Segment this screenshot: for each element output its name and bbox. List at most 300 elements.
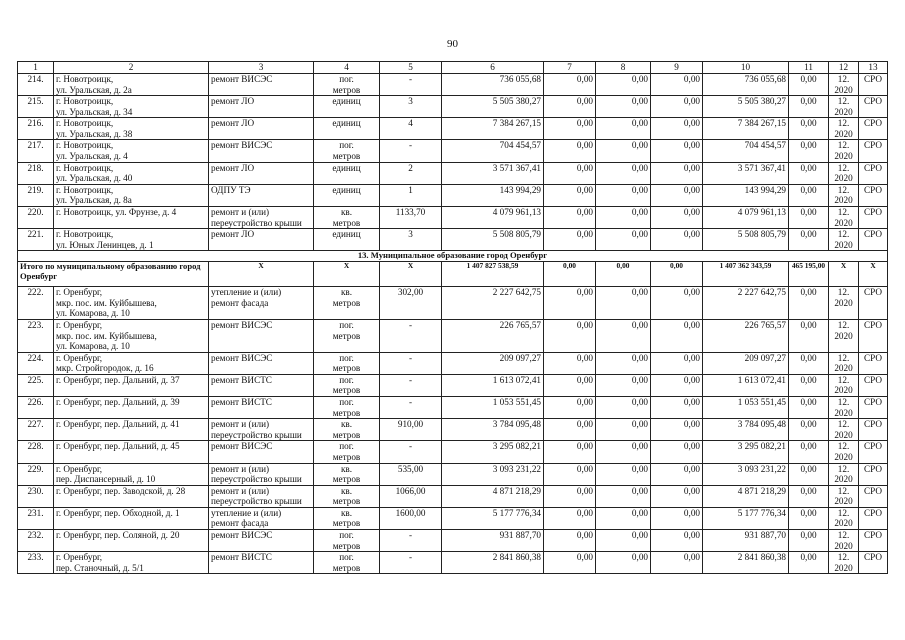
table-row — [18, 529, 888, 551]
address-cell: г. Новотроицк, ул. Юных Ленинцев, д. 1 — [54, 229, 209, 251]
quantity-cell: 1066,00 — [380, 485, 442, 507]
other-funds-cell: 0,00 — [789, 319, 829, 352]
column-number-row — [18, 62, 888, 74]
total-cell: Х — [209, 262, 314, 287]
row-number: 229. — [18, 463, 54, 485]
budget-cell: 0,00 — [596, 352, 651, 374]
other-funds-cell: 0,00 — [789, 552, 829, 574]
work-type-cell: ремонт ЛО — [209, 96, 314, 118]
quantity-cell: 302,00 — [380, 287, 442, 320]
period-cell: 12. 2020 — [829, 374, 859, 396]
period-cell: 12. 2020 — [829, 485, 859, 507]
table-row — [18, 441, 888, 463]
address-cell: г. Новотроицк, ул. Уральская, д. 8а — [54, 184, 209, 206]
unit-cell: кв. метров — [314, 206, 380, 228]
budget-cell: 0,00 — [596, 229, 651, 251]
column-number: 5 — [380, 62, 442, 74]
local-budget-cell: 0,00 — [651, 374, 703, 396]
work-type-cell: ремонт и (или) переустройство крыши — [209, 419, 314, 441]
owner-funds-cell: 3 295 082,21 — [703, 441, 789, 463]
period-cell: 12. 2020 — [829, 162, 859, 184]
budget-cell: 0,00 — [596, 441, 651, 463]
total-cell: 465 195,00 — [789, 262, 829, 287]
row-number: 232. — [18, 529, 54, 551]
table-body — [18, 62, 888, 574]
method-cell: СРО — [859, 485, 888, 507]
total-cost-cell: 4 871 218,29 — [442, 485, 544, 507]
local-budget-cell: 0,00 — [651, 229, 703, 251]
total-cell: 0,00 — [544, 262, 596, 287]
period-cell: 12. 2020 — [829, 118, 859, 140]
local-budget-cell: 0,00 — [651, 162, 703, 184]
total-cost-cell: 1 613 072,41 — [442, 374, 544, 396]
total-label: Итого по муниципальному образованию город Оренбург — [18, 262, 209, 287]
owner-funds-cell: 3 093 231,22 — [703, 463, 789, 485]
local-budget-cell: 0,00 — [651, 96, 703, 118]
section-heading-row — [18, 251, 888, 262]
total-cost-cell: 704 454,57 — [442, 140, 544, 162]
column-number: 3 — [209, 62, 314, 74]
unit-cell: единиц — [314, 229, 380, 251]
total-row — [18, 262, 888, 287]
work-type-cell: ремонт и (или) переустройство крыши — [209, 206, 314, 228]
work-type-cell: ремонт ЛО — [209, 162, 314, 184]
budget-cell: 0,00 — [596, 463, 651, 485]
column-number: 6 — [442, 62, 544, 74]
method-cell: СРО — [859, 162, 888, 184]
total-cost-cell: 3 295 082,21 — [442, 441, 544, 463]
table-row — [18, 206, 888, 228]
total-cell: Х — [380, 262, 442, 287]
address-cell: г. Новотроицк, ул. Уральская, д. 2а — [54, 74, 209, 96]
total-cost-cell: 5 177 776,34 — [442, 507, 544, 529]
row-number: 224. — [18, 352, 54, 374]
table-row — [18, 463, 888, 485]
fund-cell: 0,00 — [544, 463, 596, 485]
quantity-cell: - — [380, 397, 442, 419]
quantity-cell: 3 — [380, 96, 442, 118]
address-cell: г. Оренбург, мкр. пос. им. Куйбышева, ул. Комарова, д. 10 — [54, 287, 209, 320]
fund-cell: 0,00 — [544, 162, 596, 184]
total-cell: Х — [829, 262, 859, 287]
quantity-cell: - — [380, 74, 442, 96]
column-number: 9 — [651, 62, 703, 74]
local-budget-cell: 0,00 — [651, 507, 703, 529]
budget-cell: 0,00 — [596, 74, 651, 96]
other-funds-cell: 0,00 — [789, 463, 829, 485]
local-budget-cell: 0,00 — [651, 552, 703, 574]
unit-cell: кв. метров — [314, 463, 380, 485]
owner-funds-cell: 3 571 367,41 — [703, 162, 789, 184]
period-cell: 12. 2020 — [829, 140, 859, 162]
budget-cell: 0,00 — [596, 552, 651, 574]
budget-cell: 0,00 — [596, 206, 651, 228]
owner-funds-cell: 7 384 267,15 — [703, 118, 789, 140]
total-cell: 1 407 827 538,59 — [442, 262, 544, 287]
owner-funds-cell: 5 505 380,27 — [703, 96, 789, 118]
budget-cell: 0,00 — [596, 184, 651, 206]
other-funds-cell: 0,00 — [789, 140, 829, 162]
unit-cell: пог. метров — [314, 441, 380, 463]
work-type-cell: ремонт ВИСЭС — [209, 74, 314, 96]
other-funds-cell: 0,00 — [789, 529, 829, 551]
method-cell: СРО — [859, 397, 888, 419]
period-cell: 12. 2020 — [829, 397, 859, 419]
table-row — [18, 419, 888, 441]
other-funds-cell: 0,00 — [789, 397, 829, 419]
other-funds-cell: 0,00 — [789, 485, 829, 507]
address-cell: г. Оренбург, пер. Дальний, д. 41 — [54, 419, 209, 441]
table-row — [18, 397, 888, 419]
budget-cell: 0,00 — [596, 140, 651, 162]
column-number: 13 — [859, 62, 888, 74]
method-cell: СРО — [859, 229, 888, 251]
total-cost-cell: 209 097,27 — [442, 352, 544, 374]
work-type-cell: ремонт ЛО — [209, 118, 314, 140]
table-row — [18, 374, 888, 396]
owner-funds-cell: 2 841 860,38 — [703, 552, 789, 574]
table-row — [18, 96, 888, 118]
table-row — [18, 352, 888, 374]
address-cell: г. Новотроицк, ул. Уральская, д. 38 — [54, 118, 209, 140]
owner-funds-cell: 4 079 961,13 — [703, 206, 789, 228]
table-row — [18, 319, 888, 352]
address-cell: г. Оренбург, пер. Соляной, д. 20 — [54, 529, 209, 551]
period-cell: 12. 2020 — [829, 352, 859, 374]
period-cell: 12. 2020 — [829, 319, 859, 352]
period-cell: 12. 2020 — [829, 552, 859, 574]
work-type-cell: ОДПУ ТЭ — [209, 184, 314, 206]
fund-cell: 0,00 — [544, 140, 596, 162]
table-row — [18, 485, 888, 507]
other-funds-cell: 0,00 — [789, 184, 829, 206]
owner-funds-cell: 3 784 095,48 — [703, 419, 789, 441]
method-cell: СРО — [859, 529, 888, 551]
total-cost-cell: 5 508 805,79 — [442, 229, 544, 251]
unit-cell: пог. метров — [314, 319, 380, 352]
other-funds-cell: 0,00 — [789, 419, 829, 441]
table-row — [18, 287, 888, 320]
column-number: 7 — [544, 62, 596, 74]
row-number: 231. — [18, 507, 54, 529]
unit-cell: пог. метров — [314, 74, 380, 96]
quantity-cell: - — [380, 352, 442, 374]
period-cell: 12. 2020 — [829, 419, 859, 441]
quantity-cell: - — [380, 140, 442, 162]
owner-funds-cell: 1 613 072,41 — [703, 374, 789, 396]
method-cell: СРО — [859, 352, 888, 374]
owner-funds-cell: 143 994,29 — [703, 184, 789, 206]
period-cell: 12. 2020 — [829, 287, 859, 320]
owner-funds-cell: 226 765,57 — [703, 319, 789, 352]
period-cell: 12. 2020 — [829, 96, 859, 118]
budget-cell: 0,00 — [596, 374, 651, 396]
budget-cell: 0,00 — [596, 507, 651, 529]
row-number: 216. — [18, 118, 54, 140]
unit-cell: кв. метров — [314, 507, 380, 529]
local-budget-cell: 0,00 — [651, 529, 703, 551]
quantity-cell: - — [380, 529, 442, 551]
method-cell: СРО — [859, 74, 888, 96]
unit-cell: пог. метров — [314, 397, 380, 419]
row-number: 223. — [18, 319, 54, 352]
budget-cell: 0,00 — [596, 319, 651, 352]
total-cost-cell: 736 055,68 — [442, 74, 544, 96]
work-type-cell: ремонт и (или) переустройство крыши — [209, 463, 314, 485]
total-cost-cell: 5 505 380,27 — [442, 96, 544, 118]
unit-cell: пог. метров — [314, 352, 380, 374]
method-cell: СРО — [859, 140, 888, 162]
column-number: 4 — [314, 62, 380, 74]
table-row — [18, 118, 888, 140]
fund-cell: 0,00 — [544, 287, 596, 320]
fund-cell: 0,00 — [544, 118, 596, 140]
period-cell: 12. 2020 — [829, 463, 859, 485]
other-funds-cell: 0,00 — [789, 74, 829, 96]
period-cell: 12. 2020 — [829, 206, 859, 228]
method-cell: СРО — [859, 374, 888, 396]
table-row — [18, 140, 888, 162]
local-budget-cell: 0,00 — [651, 206, 703, 228]
quantity-cell: 1133,70 — [380, 206, 442, 228]
method-cell: СРО — [859, 419, 888, 441]
method-cell: СРО — [859, 96, 888, 118]
row-number: 217. — [18, 140, 54, 162]
row-number: 226. — [18, 397, 54, 419]
other-funds-cell: 0,00 — [789, 441, 829, 463]
period-cell: 12. 2020 — [829, 529, 859, 551]
row-number: 215. — [18, 96, 54, 118]
other-funds-cell: 0,00 — [789, 374, 829, 396]
table-row — [18, 229, 888, 251]
quantity-cell: 1 — [380, 184, 442, 206]
column-number: 10 — [703, 62, 789, 74]
address-cell: г. Новотроицк, ул. Уральская, д. 40 — [54, 162, 209, 184]
unit-cell: пог. метров — [314, 140, 380, 162]
row-number: 214. — [18, 74, 54, 96]
period-cell: 12. 2020 — [829, 74, 859, 96]
local-budget-cell: 0,00 — [651, 118, 703, 140]
address-cell: г. Оренбург, пер. Диспансерный, д. 10 — [54, 463, 209, 485]
owner-funds-cell: 2 227 642,75 — [703, 287, 789, 320]
other-funds-cell: 0,00 — [789, 206, 829, 228]
method-cell: СРО — [859, 507, 888, 529]
local-budget-cell: 0,00 — [651, 352, 703, 374]
total-cell: 0,00 — [651, 262, 703, 287]
local-budget-cell: 0,00 — [651, 419, 703, 441]
column-number: 11 — [789, 62, 829, 74]
row-number: 233. — [18, 552, 54, 574]
owner-funds-cell: 704 454,57 — [703, 140, 789, 162]
fund-cell: 0,00 — [544, 319, 596, 352]
work-type-cell: ремонт ВИСТС — [209, 397, 314, 419]
owner-funds-cell: 4 871 218,29 — [703, 485, 789, 507]
total-cost-cell: 931 887,70 — [442, 529, 544, 551]
address-cell: г. Новотроицк, ул. Уральская, д. 34 — [54, 96, 209, 118]
unit-cell: кв. метров — [314, 419, 380, 441]
table-row — [18, 552, 888, 574]
row-number: 227. — [18, 419, 54, 441]
total-cost-cell: 3 784 095,48 — [442, 419, 544, 441]
quantity-cell: 535,00 — [380, 463, 442, 485]
total-cell: 0,00 — [596, 262, 651, 287]
table-row — [18, 184, 888, 206]
total-cell: Х — [314, 262, 380, 287]
budget-cell: 0,00 — [596, 162, 651, 184]
local-budget-cell: 0,00 — [651, 319, 703, 352]
fund-cell: 0,00 — [544, 374, 596, 396]
fund-cell: 0,00 — [544, 352, 596, 374]
quantity-cell: 2 — [380, 162, 442, 184]
fund-cell: 0,00 — [544, 74, 596, 96]
budget-cell: 0,00 — [596, 287, 651, 320]
capital-repair-table — [17, 61, 888, 574]
column-number: 2 — [54, 62, 209, 74]
budget-cell: 0,00 — [596, 118, 651, 140]
work-type-cell: ремонт ВИСЭС — [209, 352, 314, 374]
budget-cell: 0,00 — [596, 485, 651, 507]
method-cell: СРО — [859, 552, 888, 574]
work-type-cell: ремонт ВИСЭС — [209, 140, 314, 162]
other-funds-cell: 0,00 — [789, 287, 829, 320]
local-budget-cell: 0,00 — [651, 140, 703, 162]
owner-funds-cell: 5 508 805,79 — [703, 229, 789, 251]
other-funds-cell: 0,00 — [789, 229, 829, 251]
total-cost-cell: 3 093 231,22 — [442, 463, 544, 485]
total-cell: 1 407 362 343,59 — [703, 262, 789, 287]
work-type-cell: ремонт ВИСЭС — [209, 319, 314, 352]
column-number: 8 — [596, 62, 651, 74]
local-budget-cell: 0,00 — [651, 397, 703, 419]
budget-cell: 0,00 — [596, 529, 651, 551]
fund-cell: 0,00 — [544, 229, 596, 251]
total-cost-cell: 4 079 961,13 — [442, 206, 544, 228]
owner-funds-cell: 209 097,27 — [703, 352, 789, 374]
owner-funds-cell: 736 055,68 — [703, 74, 789, 96]
method-cell: СРО — [859, 319, 888, 352]
total-cost-cell: 7 384 267,15 — [442, 118, 544, 140]
column-number: 1 — [18, 62, 54, 74]
fund-cell: 0,00 — [544, 419, 596, 441]
total-cost-cell: 143 994,29 — [442, 184, 544, 206]
address-cell: г. Оренбург, мкр. Стройгородок, д. 16 — [54, 352, 209, 374]
total-cell: Х — [859, 262, 888, 287]
address-cell: г. Оренбург, пер. Станочный, д. 5/1 — [54, 552, 209, 574]
period-cell: 12. 2020 — [829, 229, 859, 251]
unit-cell: единиц — [314, 184, 380, 206]
owner-funds-cell: 5 177 776,34 — [703, 507, 789, 529]
unit-cell: единиц — [314, 162, 380, 184]
address-cell: г. Оренбург, пер. Обходной, д. 1 — [54, 507, 209, 529]
fund-cell: 0,00 — [544, 552, 596, 574]
total-cost-cell: 2 841 860,38 — [442, 552, 544, 574]
local-budget-cell: 0,00 — [651, 74, 703, 96]
unit-cell: единиц — [314, 118, 380, 140]
fund-cell: 0,00 — [544, 184, 596, 206]
column-number: 12 — [829, 62, 859, 74]
fund-cell: 0,00 — [544, 485, 596, 507]
unit-cell: единиц — [314, 96, 380, 118]
method-cell: СРО — [859, 184, 888, 206]
work-type-cell: ремонт и (или) переустройство крыши — [209, 485, 314, 507]
work-type-cell: ремонт ВИСЭС — [209, 441, 314, 463]
row-number: 219. — [18, 184, 54, 206]
fund-cell: 0,00 — [544, 397, 596, 419]
work-type-cell: ремонт ЛО — [209, 229, 314, 251]
owner-funds-cell: 931 887,70 — [703, 529, 789, 551]
quantity-cell: 3 — [380, 229, 442, 251]
quantity-cell: 910,00 — [380, 419, 442, 441]
fund-cell: 0,00 — [544, 507, 596, 529]
fund-cell: 0,00 — [544, 96, 596, 118]
work-type-cell: утепление и (или) ремонт фасада — [209, 507, 314, 529]
row-number: 228. — [18, 441, 54, 463]
period-cell: 12. 2020 — [829, 441, 859, 463]
local-budget-cell: 0,00 — [651, 287, 703, 320]
row-number: 230. — [18, 485, 54, 507]
quantity-cell: 4 — [380, 118, 442, 140]
local-budget-cell: 0,00 — [651, 485, 703, 507]
unit-cell: пог. метров — [314, 529, 380, 551]
method-cell: СРО — [859, 463, 888, 485]
work-type-cell: ремонт ВИСЭС — [209, 529, 314, 551]
table-row — [18, 507, 888, 529]
period-cell: 12. 2020 — [829, 184, 859, 206]
total-cost-cell: 2 227 642,75 — [442, 287, 544, 320]
budget-cell: 0,00 — [596, 419, 651, 441]
row-number: 221. — [18, 229, 54, 251]
table-row — [18, 162, 888, 184]
work-type-cell: ремонт ВИСТС — [209, 374, 314, 396]
unit-cell: кв. метров — [314, 485, 380, 507]
method-cell: СРО — [859, 118, 888, 140]
local-budget-cell: 0,00 — [651, 463, 703, 485]
page-number: 90 — [447, 38, 458, 50]
budget-cell: 0,00 — [596, 96, 651, 118]
other-funds-cell: 0,00 — [789, 96, 829, 118]
other-funds-cell: 0,00 — [789, 352, 829, 374]
other-funds-cell: 0,00 — [789, 507, 829, 529]
method-cell: СРО — [859, 441, 888, 463]
address-cell: г. Оренбург, пер. Дальний, д. 37 — [54, 374, 209, 396]
total-cost-cell: 1 053 551,45 — [442, 397, 544, 419]
address-cell: г. Новотроицк, ул. Уральская, д. 4 — [54, 140, 209, 162]
quantity-cell: - — [380, 552, 442, 574]
fund-cell: 0,00 — [544, 441, 596, 463]
local-budget-cell: 0,00 — [651, 184, 703, 206]
method-cell: СРО — [859, 206, 888, 228]
row-number: 225. — [18, 374, 54, 396]
quantity-cell: - — [380, 374, 442, 396]
other-funds-cell: 0,00 — [789, 118, 829, 140]
local-budget-cell: 0,00 — [651, 441, 703, 463]
method-cell: СРО — [859, 287, 888, 320]
address-cell: г. Оренбург, мкр. пос. им. Куйбышева, ул. Комарова, д. 10 — [54, 319, 209, 352]
quantity-cell: - — [380, 319, 442, 352]
quantity-cell: 1600,00 — [380, 507, 442, 529]
quantity-cell: - — [380, 441, 442, 463]
total-cost-cell: 226 765,57 — [442, 319, 544, 352]
address-cell: г. Новотроицк, ул. Фрунзе, д. 4 — [54, 206, 209, 228]
fund-cell: 0,00 — [544, 206, 596, 228]
section-title: 13. Муниципальное образование город Оренбург — [18, 251, 888, 262]
work-type-cell: ремонт ВИСТС — [209, 552, 314, 574]
fund-cell: 0,00 — [544, 529, 596, 551]
other-funds-cell: 0,00 — [789, 162, 829, 184]
unit-cell: кв. метров — [314, 287, 380, 320]
table-row — [18, 74, 888, 96]
owner-funds-cell: 1 053 551,45 — [703, 397, 789, 419]
